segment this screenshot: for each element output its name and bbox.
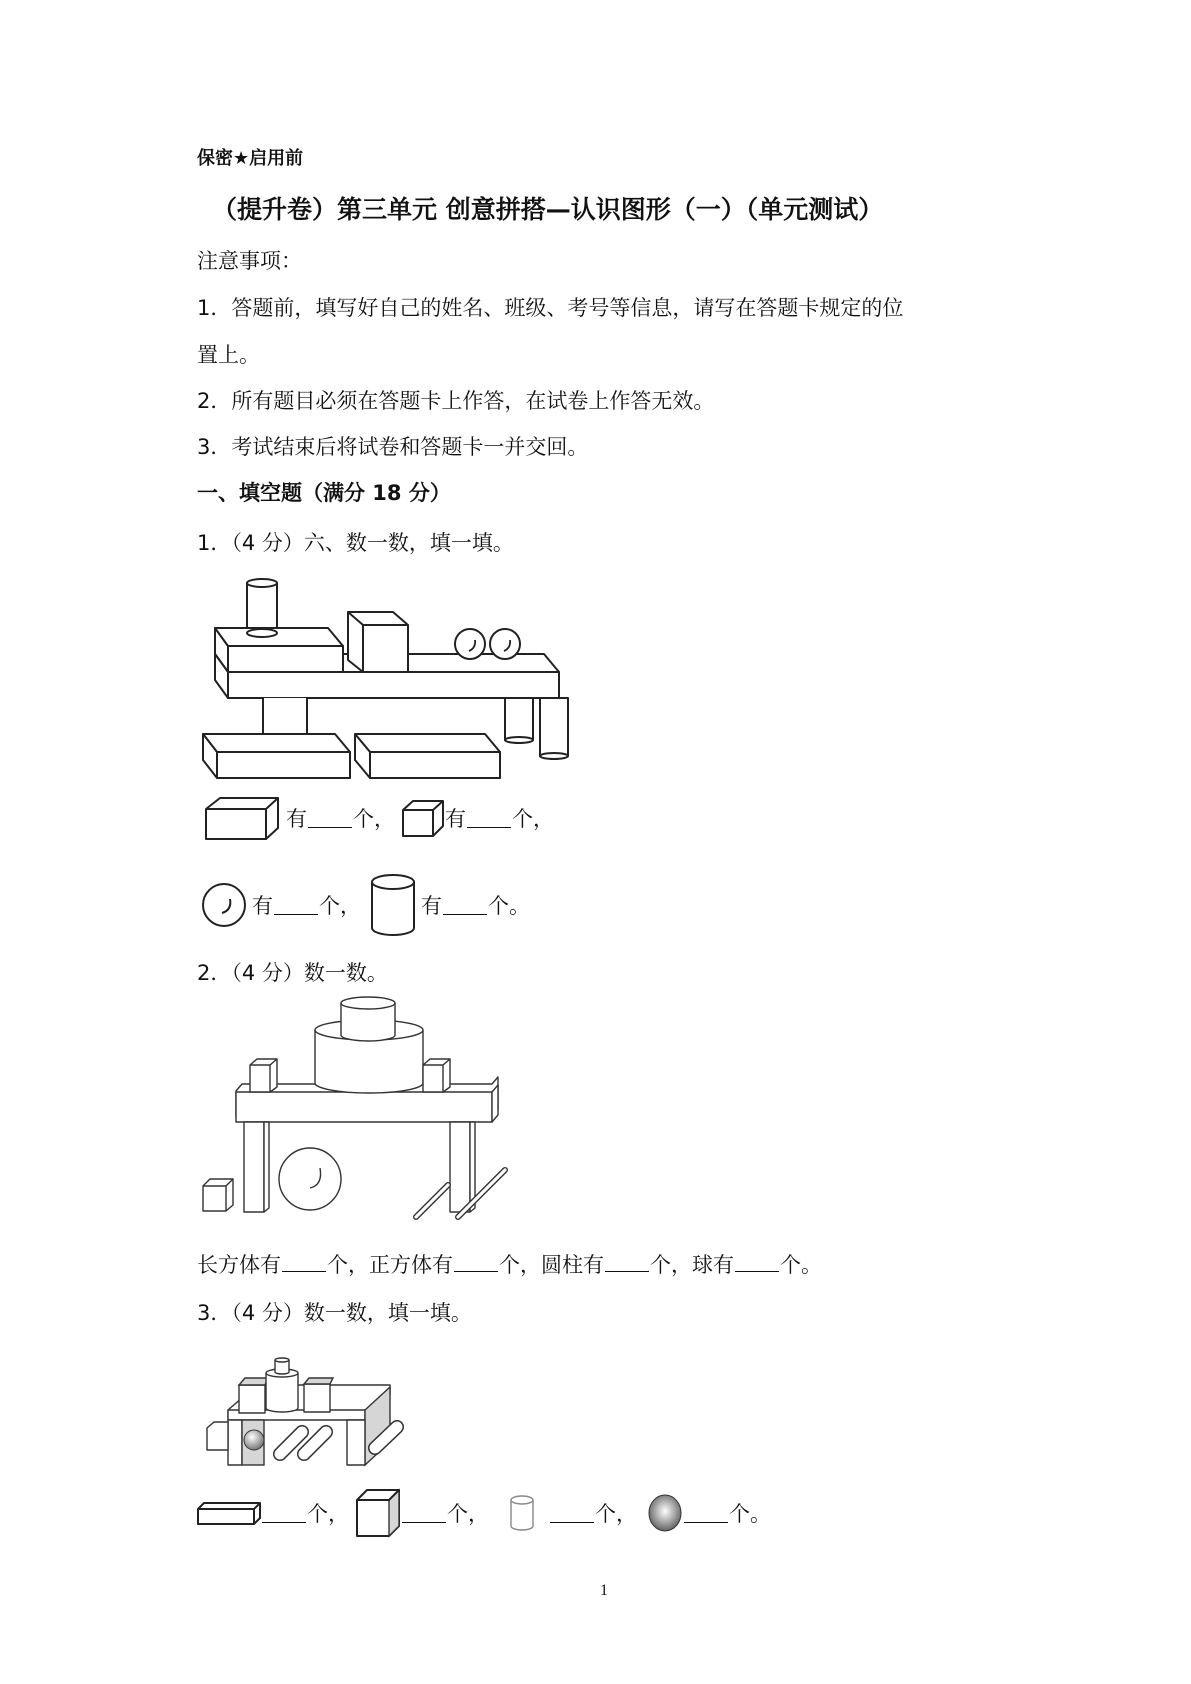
q2-cube-answer-blank[interactable] xyxy=(454,1253,498,1272)
notes-heading: 注意事项： xyxy=(197,249,302,273)
q1-cylinder-suffix: 个。 xyxy=(488,894,530,918)
q1-sphere-prefix: 有 xyxy=(252,894,273,918)
cylinder-icon xyxy=(507,1492,537,1534)
page-title: （提升卷）第三单元 创意拼搭—认识图形（一）（单元测试） xyxy=(212,195,884,224)
question-2-fill-line xyxy=(197,1249,822,1279)
q2-cube-suffix: 个， xyxy=(499,1253,541,1277)
confidential-label: 保密★启用前 xyxy=(197,148,304,169)
sphere-icon xyxy=(647,1493,683,1533)
q2-cuboid-answer-blank[interactable] xyxy=(282,1253,326,1272)
cuboid-icon xyxy=(204,795,280,841)
q2-cylinder-answer-blank[interactable] xyxy=(605,1253,649,1272)
q1-cylinder-prefix: 有 xyxy=(421,894,442,918)
table-with-cakes-figure xyxy=(200,995,520,1235)
q2-cube-prefix: 正方体有 xyxy=(369,1253,453,1277)
q1-sphere-answer-blank[interactable] xyxy=(274,896,318,915)
notes-item-3: 3．考试结束后将试卷和答题卡一并交回。 xyxy=(197,435,589,459)
question-1-label: 1．（4 分）六、数一数，填一填。 xyxy=(197,531,514,555)
question-1-row-1 xyxy=(204,795,554,841)
q3-sphere-suffix: 个。 xyxy=(729,1502,771,1526)
q2-sphere-suffix: 个。 xyxy=(780,1253,822,1277)
bench-blocks-figure xyxy=(205,1350,415,1470)
cuboid-icon xyxy=(197,1500,261,1526)
section-heading: 一、填空题（满分 18 分） xyxy=(197,481,451,505)
q2-sphere-answer-blank[interactable] xyxy=(735,1253,779,1272)
cube-icon xyxy=(355,1488,401,1538)
sphere-icon xyxy=(200,881,248,929)
notes-item-2: 2．所有题目必须在答题卡上作答，在试卷上作答无效。 xyxy=(197,389,715,413)
cylinder-icon xyxy=(369,872,417,938)
q2-cylinder-suffix: 个， xyxy=(650,1253,692,1277)
block-train-figure xyxy=(200,570,580,780)
q1-cuboid-answer-blank[interactable] xyxy=(308,809,352,828)
q2-cuboid-suffix: 个， xyxy=(327,1253,369,1277)
question-3-label: 3．（4 分）数一数，填一填。 xyxy=(197,1301,472,1325)
question-1-row-2 xyxy=(200,872,530,938)
q1-cube-suffix: 个， xyxy=(512,807,554,831)
cube-icon xyxy=(401,798,445,838)
q1-cuboid-suffix: 个， xyxy=(353,807,395,831)
q2-sphere-prefix: 球有 xyxy=(692,1253,734,1277)
q3-cube-suffix: 个， xyxy=(447,1502,489,1526)
q3-sphere-answer-blank[interactable] xyxy=(684,1504,728,1523)
q3-cylinder-answer-blank[interactable] xyxy=(550,1504,594,1523)
page-number: 1 xyxy=(600,1582,608,1599)
notes-item-1: 1．答题前，填写好自己的姓名、班级、考号等信息，请写在答题卡规定的位 xyxy=(197,296,904,320)
q3-cuboid-suffix: 个， xyxy=(307,1502,349,1526)
q3-cuboid-answer-blank[interactable] xyxy=(262,1504,306,1523)
question-2-label: 2．（4 分）数一数。 xyxy=(197,961,388,985)
q1-cube-answer-blank[interactable] xyxy=(467,809,511,828)
q2-cylinder-prefix: 圆柱有 xyxy=(541,1253,604,1277)
q3-cube-answer-blank[interactable] xyxy=(402,1504,446,1523)
q1-cube-prefix: 有 xyxy=(445,807,466,831)
q1-cylinder-answer-blank[interactable] xyxy=(443,896,487,915)
q3-cylinder-suffix: 个， xyxy=(595,1502,637,1526)
q2-cuboid-prefix: 长方体有 xyxy=(197,1253,281,1277)
question-3-row xyxy=(197,1488,771,1538)
q1-sphere-suffix: 个， xyxy=(319,894,361,918)
q1-cuboid-prefix: 有 xyxy=(286,807,307,831)
notes-item-1-cont: 置上。 xyxy=(197,343,260,367)
